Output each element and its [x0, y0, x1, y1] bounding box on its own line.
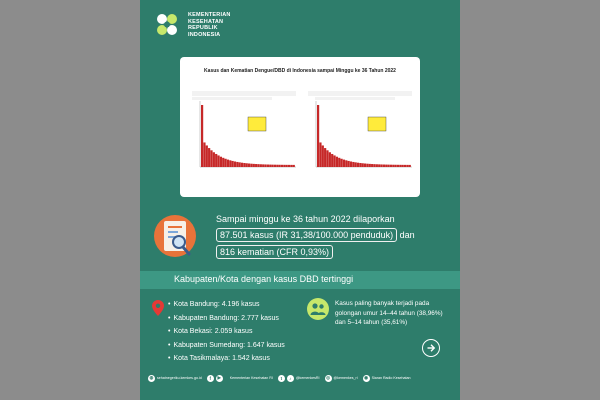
- list-item: • Kabupaten Sumedang: 1.647 kasus: [168, 339, 285, 353]
- mini-bar: [227, 160, 229, 167]
- mini-bar: [253, 164, 255, 167]
- mini-bar: [288, 165, 290, 167]
- mini-bar: [383, 165, 385, 167]
- headline-and: dan: [399, 230, 415, 240]
- radio-icon: ◉: [364, 375, 369, 380]
- mini-bar: [355, 162, 357, 167]
- mini-bar: [345, 160, 347, 167]
- mini-bar: [380, 164, 382, 167]
- mini-bar: [326, 150, 328, 167]
- mini-bar: [248, 164, 250, 167]
- mini-bar: [293, 165, 295, 167]
- headline-summary: [216, 213, 452, 259]
- mini-bar: [385, 165, 387, 167]
- mini-bar: [329, 152, 331, 167]
- mini-bar: [399, 165, 401, 167]
- cases-pill: 87.501 kasus (IR 31,38/100.000 penduduk): [216, 228, 397, 242]
- mini-bar: [274, 165, 276, 167]
- deaths-pill: 816 kematian (CFR 0,93%): [216, 245, 333, 259]
- instagram-icon: ◎: [326, 375, 330, 380]
- footer-radio[interactable]: ◉ Siaran Radio Kesehatan: [364, 375, 411, 380]
- mini-bar: [388, 165, 390, 167]
- mini-bar: [272, 165, 274, 167]
- arrow-right-icon: [426, 343, 436, 353]
- mini-bar: [217, 155, 219, 167]
- mini-bar: [348, 161, 350, 167]
- chart-panel: [180, 57, 420, 197]
- mini-bar: [234, 161, 236, 167]
- mini-bar: [376, 164, 378, 167]
- mini-bar: [206, 145, 208, 167]
- mini-bar: [343, 160, 345, 167]
- mini-bar: [201, 105, 203, 167]
- people-icon: [307, 298, 329, 320]
- mini-bar: [269, 165, 271, 167]
- list-item: • Kota Tasikmalaya: 1.542 kasus: [168, 352, 285, 366]
- logo-text: KEMENTERIAN KESEHATAN REPUBLIK INDONESIA: [188, 12, 231, 38]
- mini-bar: [409, 165, 411, 167]
- mini-bar: [366, 164, 368, 167]
- mini-bar: [222, 158, 224, 167]
- mini-chart-image: [180, 57, 420, 197]
- mini-bar: [324, 148, 326, 167]
- mini-bar: [333, 155, 335, 167]
- list-item: • Kabupaten Bandung: 2.777 kasus: [168, 312, 285, 326]
- mini-bar: [371, 164, 373, 167]
- mini-bar: [276, 165, 278, 167]
- mini-bar: [406, 165, 408, 167]
- mini-bar: [220, 157, 222, 167]
- infographic-card: [140, 0, 460, 400]
- mini-bar: [279, 165, 281, 167]
- district-list: [168, 298, 285, 366]
- mini-bar: [281, 165, 283, 167]
- mini-bar: [267, 165, 269, 167]
- mini-bar: [243, 163, 245, 167]
- ministry-logo: [152, 12, 258, 38]
- mini-bar: [232, 161, 234, 167]
- mini-bar: [246, 163, 248, 167]
- mini-bar: [257, 164, 259, 167]
- mini-bar: [236, 162, 238, 167]
- mini-bar: [373, 164, 375, 167]
- footer-instagram[interactable]: ◎ @kemenkes_ri: [326, 375, 358, 380]
- age-group-note: Kasus paling banyak terjadi pada golongan umur 14–44 tahun (38,96%) dan 5–14 tahun (35,61%): [335, 300, 443, 327]
- chart-panel-title: Kasus dan Kematian Dengue/DBD di Indonesia sampai Minggu ke 36 Tahun 2022: [204, 68, 396, 74]
- mini-bar: [357, 163, 359, 167]
- mini-bar: [286, 165, 288, 167]
- globe-icon: ◍: [149, 375, 154, 380]
- footer-website[interactable]: ◍ sehatnegeriku.kemkes.go.id: [149, 375, 202, 380]
- mini-bar: [229, 160, 231, 167]
- list-item: • Kota Bekasi: 2.059 kasus: [168, 325, 285, 339]
- youtube-icon[interactable]: ▶: [217, 375, 221, 380]
- mini-bar: [338, 158, 340, 167]
- mini-bar: [210, 150, 212, 167]
- mini-bar: [215, 154, 217, 167]
- mini-chart-left: [192, 91, 296, 167]
- mini-bar: [250, 164, 252, 167]
- mini-bar: [336, 157, 338, 167]
- mini-bar: [262, 164, 264, 167]
- mini-bar: [362, 163, 364, 167]
- section-title: Kabupaten/Kota dengan kasus DBD tertinggi: [174, 274, 354, 284]
- mini-bar: [392, 165, 394, 167]
- mini-bar: [378, 164, 380, 167]
- twitter-icon[interactable]: t: [278, 375, 285, 382]
- mini-bar: [239, 162, 241, 167]
- tiktok-icon[interactable]: ♪: [287, 375, 294, 382]
- logo-mark-icon: [152, 12, 182, 38]
- mini-bar: [225, 159, 227, 167]
- mini-bar: [322, 145, 324, 167]
- mini-bar: [203, 142, 205, 167]
- section-band: [140, 271, 460, 289]
- mini-bar: [260, 164, 262, 167]
- mini-bar: [255, 164, 257, 167]
- next-arrow-button[interactable]: [422, 339, 440, 357]
- footer-social: [148, 372, 458, 384]
- mini-bar: [264, 164, 266, 167]
- mini-bar: [350, 161, 352, 167]
- report-document-icon: [153, 212, 197, 260]
- mini-bar: [352, 162, 354, 167]
- mini-bar: [213, 152, 215, 167]
- mini-bar: [341, 159, 343, 167]
- mini-bar: [319, 142, 321, 167]
- mini-chart-right: [308, 91, 412, 167]
- facebook-icon[interactable]: f: [207, 375, 214, 382]
- footer-twitter-tiktok: t ♪ @kemenkesRI: [278, 375, 320, 382]
- mini-bar: [331, 154, 333, 167]
- mini-bar: [241, 163, 243, 167]
- mini-bar: [402, 165, 404, 167]
- list-item: • Kota Bandung: 4.196 kasus: [168, 298, 285, 312]
- footer-ministry[interactable]: Kementerian Kesehatan RI: [229, 376, 273, 380]
- mini-bar: [290, 165, 292, 167]
- mini-bar: [359, 163, 361, 167]
- location-pin-icon: [152, 300, 164, 316]
- mini-bar: [397, 165, 399, 167]
- mini-bar: [404, 165, 406, 167]
- mini-bar: [390, 165, 392, 167]
- mini-bar: [364, 164, 366, 167]
- footer-social-icons: [207, 375, 225, 382]
- mini-bar: [317, 105, 319, 167]
- headline-line1: Sampai minggu ke 36 tahun 2022 dilaporkan: [216, 214, 395, 224]
- mini-bar: [395, 165, 397, 167]
- mini-bar: [369, 164, 371, 167]
- mini-bar: [208, 148, 210, 167]
- mini-bar: [283, 165, 285, 167]
